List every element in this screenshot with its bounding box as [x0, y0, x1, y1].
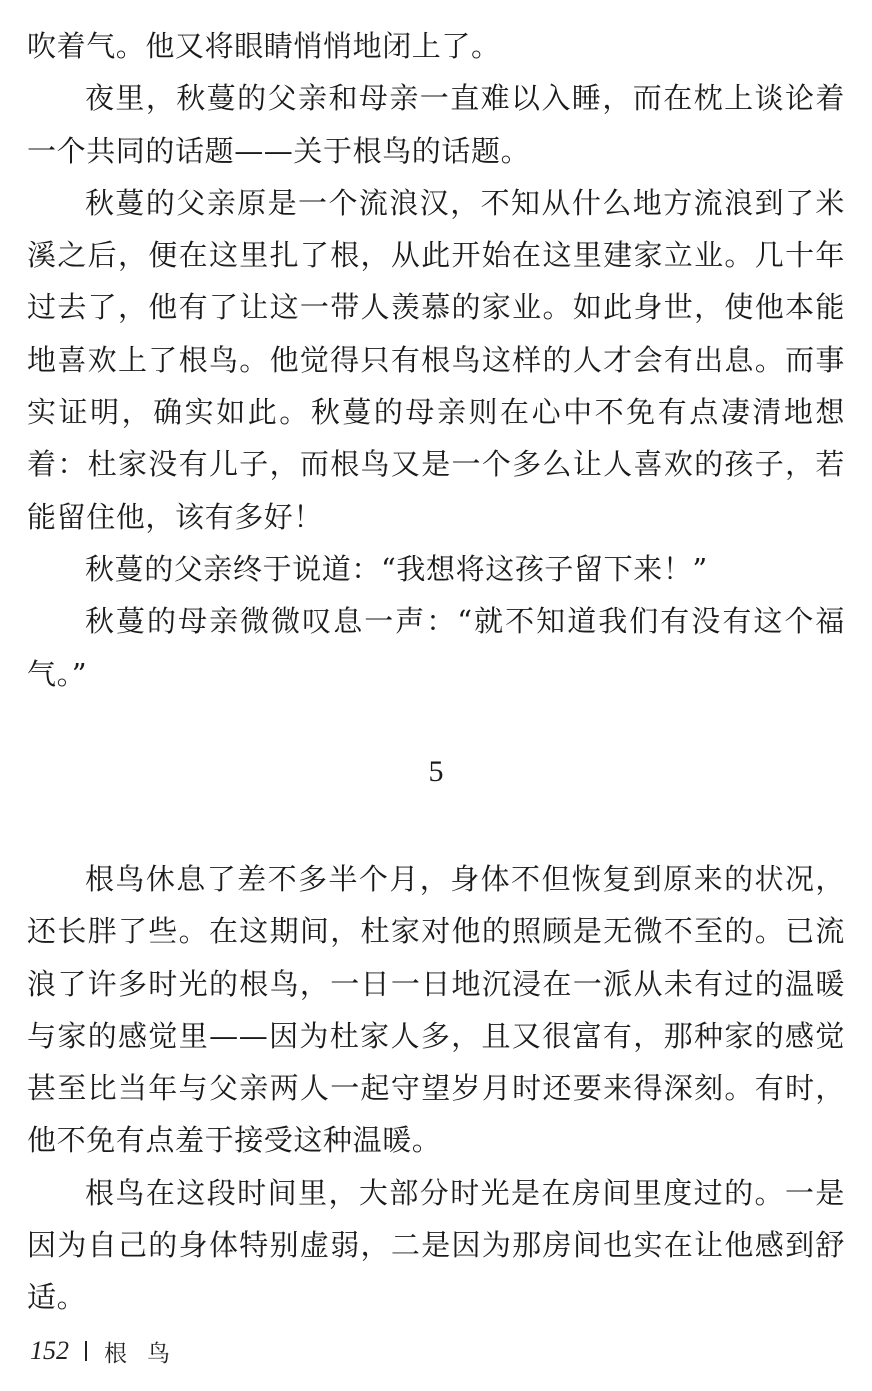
- paragraph: 根鸟在这段时间里，大部分时光是在房间里度过的。一是因为自己的身体特别虚弱，二是因为那房间也实在让他感到舒适。: [27, 1175, 845, 1315]
- text-block-bottom: [27, 853, 845, 1324]
- footer-divider: [85, 1341, 87, 1361]
- paragraph: 吹着气。他又将眼睛悄悄地闭上了。: [27, 29, 501, 63]
- page-number: 152: [30, 1336, 69, 1365]
- paragraph: 秋蔓的父亲终于说道：“我想将这孩子留下来！”: [85, 551, 708, 586]
- paragraph: 秋蔓的母亲微微叹息一声：“就不知道我们有没有这个福气。”: [27, 604, 845, 691]
- page-footer: [30, 1331, 190, 1371]
- text-block-top: [27, 20, 845, 700]
- paragraph: 秋蔓的父亲原是一个流浪汉，不知从什么地方流浪到了米溪之后，便在这里扎了根，从此开始在这里建家立业。几十年过去了，他有了让这一带人羡慕的家业。如此身世，使他本能地喜欢上了根鸟。他觉得只有根鸟这样的人才会有出息。而事实证明，确实如此。秋蔓的母亲则在心中不免有点凄清地想着：杜家没有儿子，而根鸟又是一个多么让人喜欢的孩子，若能留住他，该有多好！: [27, 185, 845, 534]
- section-number: 5: [428, 755, 444, 788]
- paragraph: 根鸟休息了差不多半个月，身体不但恢复到原来的状况，还长胖了些。在这期间，杜家对他的照顾是无微不至的。已流浪了许多时光的根鸟，一日一日地沉浸在一派从未有过的温暖与家的感觉里——因为杜家人多，且又很富有，那种家的感觉甚至比当年与父亲两人一起守望岁月时还要来得深刻。有时，他不免有点羞于接受这种温暖。: [27, 862, 845, 1158]
- book-title: 根鸟: [104, 1340, 190, 1367]
- paragraph: 夜里，秋蔓的父亲和母亲一直难以入睡，而在枕上谈论着一个共同的话题——关于根鸟的话题。: [27, 81, 845, 168]
